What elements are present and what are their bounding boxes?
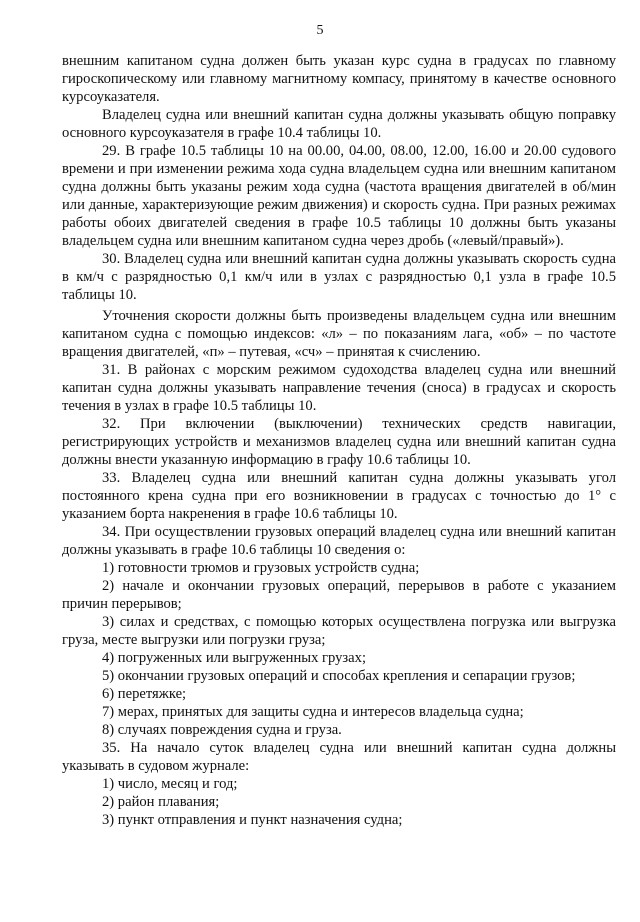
paragraph: Уточнения скорости должны быть произведены владельцем судна или внешним капитаном судна с помощью индексов: «л» – по показаниям лага, «об» – по частоте вращения двигателей, «п» – путевая, «сч» – принятая к счислению. [62,308,616,360]
list-item: 2) район плавания; [102,794,220,810]
list-item: 7) мерах, принятых для защиты судна и интересов владельца судна; [102,704,524,720]
paragraph-34: 34. При осуществлении грузовых операций владелец судна или внешний капитан должны указывать в графе 10.6 таблицы 10 сведения о: [62,524,616,558]
list-item: 5) окончании грузовых операций и способах крепления и сепарации грузов; [102,668,576,684]
list-item: 6) перетяжке; [102,686,187,702]
list-item: 4) погруженных или выгруженных грузах; [102,650,367,666]
paragraph-continuation: внешним капитаном судна должен быть указан курс судна в градусах по главному гироскопическому или главному магнитному компасу, принятому в качестве основного курсоуказателя. [62,53,616,105]
list-item: 1) число, месяц и год; [102,776,238,792]
list-item: 2) начале и окончании грузовых операций, перерывов в работе с указанием причин перерывов; [62,578,616,612]
list-item: 3) силах и средствах, с помощью которых осуществлена погрузка или выгрузка груза, месте выгрузки или погрузки груза; [62,614,616,648]
paragraph-33: 33. Владелец судна или внешний капитан судна должны указывать угол постоянного крена судна при его возникновении в градусах с точностью до 1° с указанием борта накренения в графе 10.6 таблицы 10. [62,470,616,522]
paragraph-29: 29. В графе 10.5 таблицы 10 на 00.00, 04.00, 08.00, 12.00, 16.00 и 20.00 судового времени и при изменении режима хода судна владельцем судна или внешним капитаном судна должны быть указаны режим хода судна (частота вращения двигателей в об/мин или данные, характеризующие режим движения) и скорость судна. При разных режимах работы обоих двигателей сведения в графе 10.5 таблицы 10 должны быть указаны владельцем судна или внешним капитаном судна через дробь («левый/правый»). [62,143,616,249]
paragraph-31: 31. В районах с морским режимом судоходства владелец судна или внешний капитан судна должны указывать направление течения (сноса) в градусах и скорость течения в узлах в графе 10.5 таблицы 10. [62,362,616,414]
page-number: 5 [316,23,324,38]
list-item: 1) готовности трюмов и грузовых устройств судна; [102,560,420,576]
paragraph: Владелец судна или внешний капитан судна должны указывать общую поправку основного курсоуказателя в графе 10.4 таблицы 10. [62,107,616,141]
list-item: 8) случаях повреждения судна и груза. [102,722,342,738]
paragraph-35: 35. На начало суток владелец судна или внешний капитан судна должны указывать в судовом журнале: [62,740,616,774]
paragraph-30: 30. Владелец судна или внешний капитан судна должны указывать скорость судна в км/ч с разрядностью 0,1 км/ч или в узлах с разрядностью 0,1 узла в графе 10.5 таблицы 10. [62,251,616,303]
paragraph-32: 32. При включении (выключении) технических средств навигации, регистрирующих устройств и механизмов владелец судна или внешний капитан судна должны внести указанную информацию в графу 10.6 таблицы 10. [62,416,616,468]
list-item: 3) пункт отправления и пункт назначения судна; [102,812,403,828]
